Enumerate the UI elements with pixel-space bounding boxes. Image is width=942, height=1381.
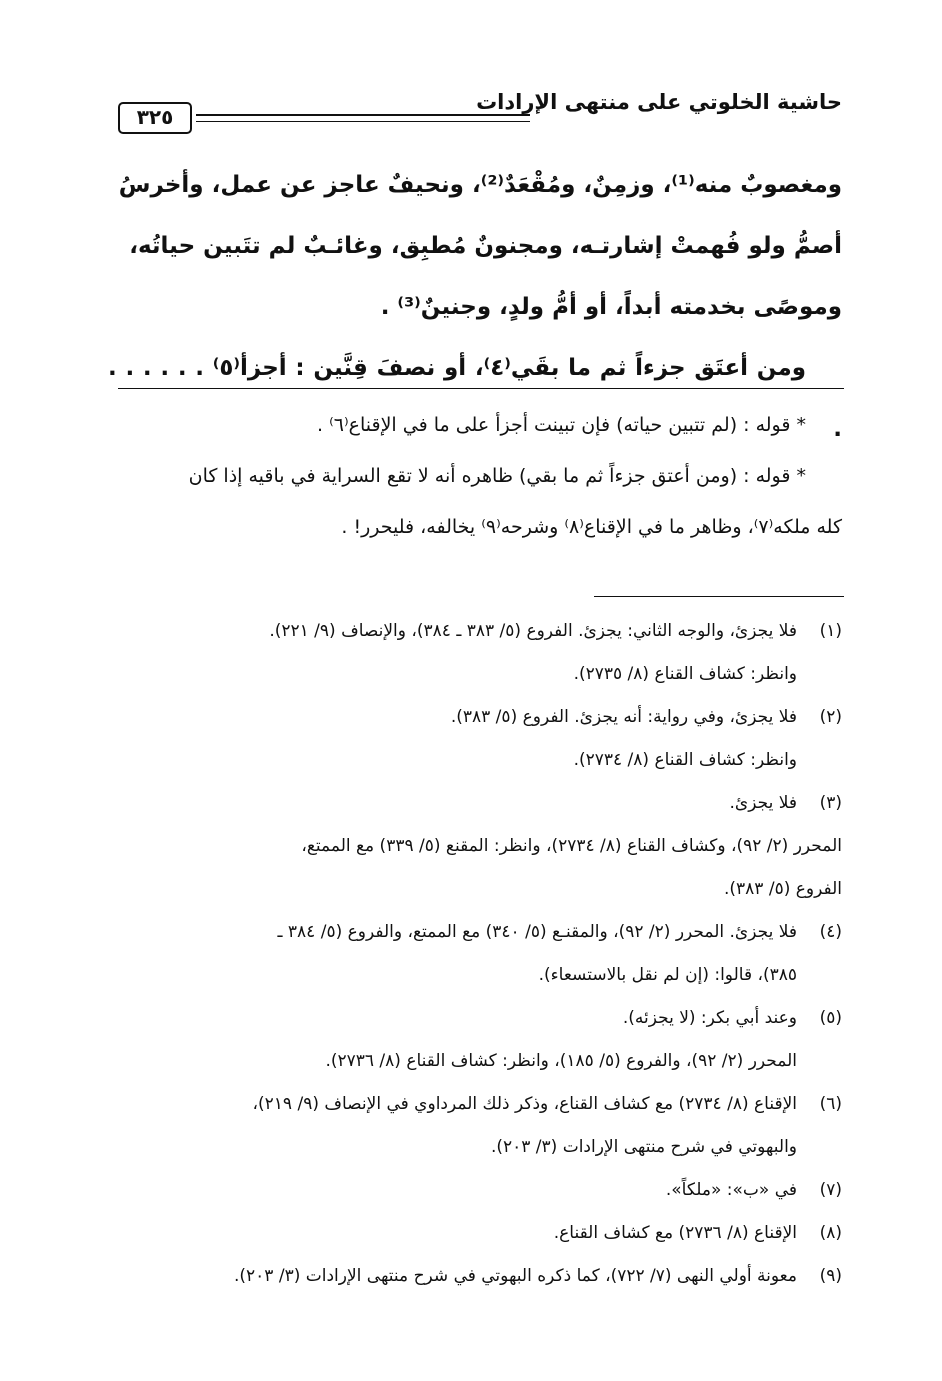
main-line: ومغصوبٌ منه⁽¹⁾، وزمِنٌ، ومُقْعَدٌ⁽²⁾، ونحيفٌ عاجز عن عمل، وأخرسُ bbox=[118, 172, 842, 198]
main-line: أصمُّ ولو فُهمتْ إشارتـه، ومجنونٌ مُطبِق، وغائـبٌ لم تتَبين حياتُه، bbox=[129, 233, 842, 259]
footnote-item bbox=[120, 997, 842, 1083]
footnote-line: الإقناع (٨/ ٢٧٣٤) مع كشاف القناع، وذكر ذلك المرداوي في الإنصاف (٩/ ٢١٩)، bbox=[252, 1094, 797, 1114]
main-line: وموصًى بخدمته أبداً، أو أمُّ ولدٍ، وجنينٌ⁽³⁾ . bbox=[380, 294, 842, 320]
footnote-line: وعند أبي بكر: (لا يجزئه). bbox=[622, 1008, 797, 1028]
commentary-paragraph bbox=[108, 451, 842, 502]
footnote-number: (٤) bbox=[819, 922, 842, 942]
footnote-number: (٩) bbox=[819, 1266, 842, 1286]
footnote-line: وانظر: كشاف القناع (٨/ ٢٧٣٥). bbox=[573, 664, 797, 684]
footnote-line: فلا يجزئ. bbox=[729, 793, 797, 813]
footnote-item bbox=[120, 1255, 842, 1298]
commentary bbox=[108, 400, 842, 553]
footnote-item bbox=[120, 1212, 842, 1255]
commentary-line: كله ملكه⁽٧⁾، وظاهر ما في الإقناع⁽٨⁾ وشرحه⁽٩⁾ يخالفه، فليحرر! . bbox=[341, 516, 842, 538]
page-number: ٣٢٥ bbox=[118, 102, 192, 134]
footnote-line: المحرر (٢/ ٩٢)، والفروع (٥/ ١٨٥)، وانظر: كشاف القناع (٨/ ٢٧٣٦). bbox=[325, 1051, 797, 1071]
footnote-item bbox=[120, 782, 842, 911]
footnote-item bbox=[120, 1169, 842, 1212]
footnote-rule bbox=[594, 596, 844, 597]
commentary-paragraph: * قوله : (لم تتبين حياته) فإن تبينت أجزأ على ما في الإقناع⁽٦⁾ . bbox=[317, 414, 806, 436]
footnote-item bbox=[120, 610, 842, 696]
header-rule bbox=[196, 114, 530, 122]
footnote-line: الإقناع (٨/ ٢٧٣٦) مع كشاف القناع. bbox=[553, 1223, 797, 1243]
footnote-line: فلا يجزئ. المحرر (٢/ ٩٢)، والمقنـع (٥/ ٣٤٠) مع الممتع، والفروع (٥/ ٣٨٤ ـ bbox=[277, 922, 797, 942]
footnote-continuation-line: الفروع (٥/ ٣٨٣). bbox=[723, 879, 842, 899]
footnote-line: والبهوتي في شرح منتهى الإرادات (٣/ ٢٠٣). bbox=[490, 1137, 797, 1157]
commentary-paragraph-continued bbox=[108, 502, 842, 553]
footnote-item bbox=[120, 696, 842, 782]
footnote-line: معونة أولي النهى (٧/ ٧٢٢)، كما ذكره البهوتي في شرح منتهى الإرادات (٣/ ٢٠٣). bbox=[233, 1266, 797, 1286]
footnote-line: ٣٨٥)، قالوا: (إن لم نقل بالاستسعاء). bbox=[538, 965, 797, 985]
footnote-number: (٢) bbox=[819, 707, 842, 727]
footnote-number: (٥) bbox=[819, 1008, 842, 1028]
footnote-line: في «ب»: «ملكاً». bbox=[665, 1180, 797, 1200]
footnote-item bbox=[120, 911, 842, 997]
footnote-line: وانظر: كشاف القناع (٨/ ٢٧٣٤). bbox=[573, 750, 797, 770]
footnote-continuation-line: المحرر (٢/ ٩٢)، وكشاف القناع (٨/ ٢٧٣٤)، وانظر: المقنع (٥/ ٣٣٩) مع الممتع، bbox=[301, 836, 842, 856]
footnote-number: (١) bbox=[819, 621, 842, 641]
footnote-line: فلا يجزئ، وفي رواية: أنه يجزئ. الفروع (٥/ ٣٨٣). bbox=[450, 707, 797, 727]
main-text-rule bbox=[118, 388, 844, 389]
footnote-number: (٨) bbox=[819, 1223, 842, 1243]
footnote-item bbox=[120, 1083, 842, 1169]
footnote-number: (٦) bbox=[819, 1094, 842, 1114]
main-line: ومن أعتَق جزءاً ثم ما بقَي⁽٤⁾، أو نصفَ قِنَّين : أجزأ⁽٥⁾ . . . . . . . bbox=[108, 355, 842, 442]
footnote-line: فلا يجزئ، والوجه الثاني: يجزئ. الفروع (٥/ ٣٨٣ ـ ٣٨٤)، والإنصاف (٩/ ٢٢١). bbox=[269, 621, 797, 641]
running-header bbox=[118, 84, 842, 134]
commentary-line: * قوله : (ومن أعتق جزءاً ثم ما بقي) ظاهره أنه لا تقع السراية في باقيه إذا كان bbox=[188, 465, 806, 487]
footnote-number: (٣) bbox=[819, 793, 842, 813]
footnotes bbox=[120, 610, 842, 1298]
book-title: حاشية الخلوتي على منتهى الإرادات bbox=[476, 90, 842, 114]
footnote-number: (٧) bbox=[819, 1180, 842, 1200]
